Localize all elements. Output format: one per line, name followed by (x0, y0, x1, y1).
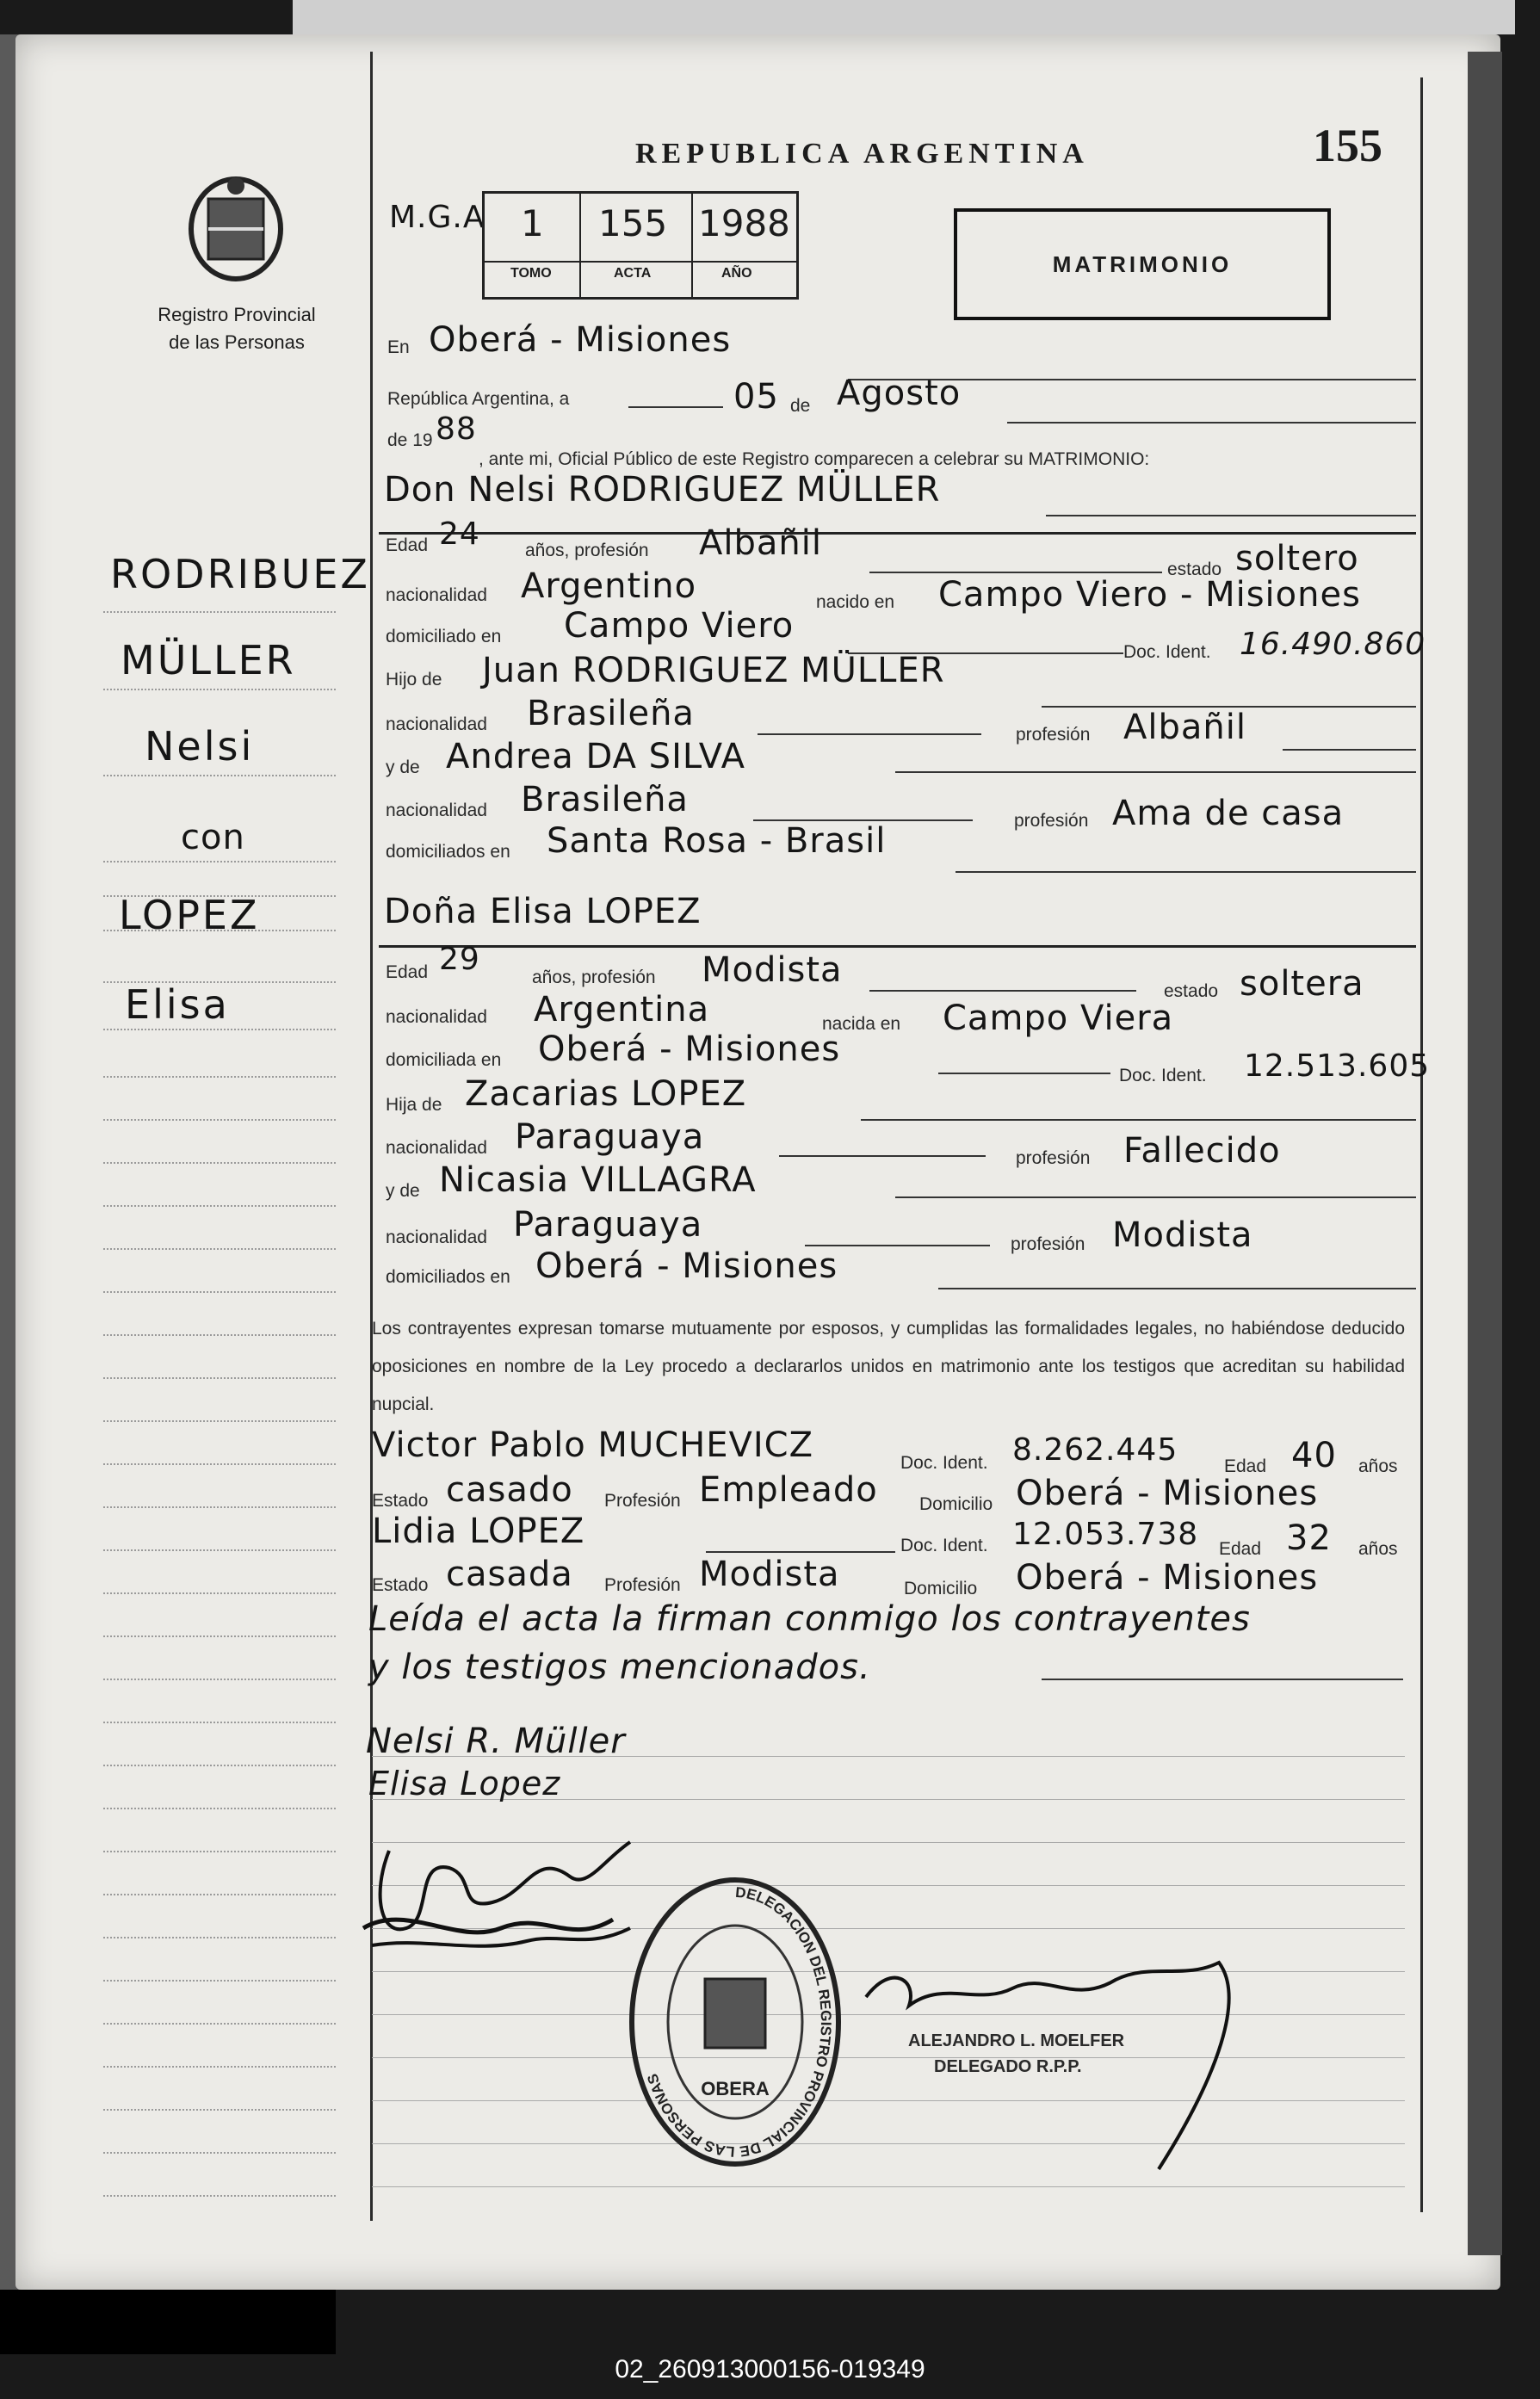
bride-name: Doña Elisa LOPEZ (384, 892, 702, 931)
registration-box (482, 191, 799, 300)
de-label: de (790, 396, 811, 416)
registry-name-line2: de las Personas (169, 331, 305, 353)
witness-1-edad-label: Edad (1224, 1456, 1267, 1476)
witness-1-profession: Empleado (699, 1470, 878, 1510)
tomo-value: 1 (521, 202, 544, 244)
groom-domicile: Campo Viero (564, 606, 795, 646)
groom-estado-label: estado (1167, 560, 1222, 579)
signature-groom: Nelsi R. Müller (366, 1722, 626, 1761)
witness-1-dom-label: Domicilio (919, 1494, 993, 1514)
bride-profesion-label: años, profesión (532, 968, 656, 987)
witness-2-anos-label: años (1358, 1539, 1398, 1559)
groom-parents-domicile: Santa Rosa - Brasil (547, 821, 887, 861)
groom-mother-nationality: Brasileña (521, 780, 689, 819)
republica-label: República Argentina, a (387, 389, 570, 409)
margin-surname-1: RODRIBUEZ (110, 551, 370, 597)
bride-father-profession: Fallecido (1123, 1131, 1281, 1171)
groom-mother-prof-label: profesión (1014, 811, 1089, 831)
bride-born-label: nacida en (822, 1014, 901, 1034)
stamp-center-text: OBERA (701, 2078, 770, 2099)
tomo-label: TOMO (510, 266, 552, 281)
bride-father-nat-label: nacionalidad (386, 1138, 487, 1158)
witness-1-age: 40 (1291, 1436, 1337, 1475)
groom-father-profession: Albañil (1123, 708, 1246, 747)
closing-line-2: y los testigos mencionados. (368, 1648, 871, 1687)
official-title: DELEGADO R.P.P. (934, 2057, 1082, 2076)
scan-border (0, 2290, 336, 2354)
groom-father-nationality: Brasileña (527, 694, 695, 733)
bride-nationality: Argentina (534, 990, 710, 1029)
groom-father: Juan RODRIGUEZ MÜLLER (482, 651, 945, 690)
bride-mother-prof-label: profesión (1011, 1234, 1085, 1254)
witness-2-status: casada (446, 1555, 573, 1594)
witness-2-dom-label: Domicilio (904, 1579, 978, 1598)
registry-code: M.G.A (389, 200, 486, 235)
groom-father-prof-label: profesión (1016, 725, 1091, 745)
witness-2-doc-label: Doc. Ident. (900, 1536, 988, 1555)
groom-doc: 16.490.860 (1240, 627, 1426, 662)
witness-2-name: Lidia LOPEZ (372, 1512, 585, 1551)
bride-father-nationality: Paraguaya (515, 1117, 705, 1157)
groom-profession: Albañil (699, 523, 822, 563)
acta-label: ACTA (614, 266, 652, 281)
bride-mother-profession: Modista (1112, 1215, 1253, 1255)
witness-2-doc: 12.053.738 (1012, 1517, 1199, 1552)
bride-mother-label: y de (386, 1181, 420, 1201)
appearance-statement: , ante mi, Oficial Público de este Registro comparecen a celebrar su MATRIMONIO: (479, 449, 1150, 469)
bride-birthplace: Campo Viera (943, 999, 1174, 1038)
witness-2-estado-label: Estado (372, 1575, 429, 1595)
signature-bride: Elisa Lopez (368, 1765, 561, 1802)
year-suffix: 88 (436, 411, 477, 447)
month-value: Agosto (837, 374, 962, 413)
en-label: En (387, 337, 410, 357)
witness-2-domicile: Oberá - Misiones (1016, 1558, 1319, 1598)
witness-2-prof-label: Profesión (604, 1575, 681, 1595)
witness-signatures (355, 1799, 647, 1963)
page-edge-shadow (1468, 52, 1502, 2255)
anio-label: AÑO (721, 266, 752, 281)
margin-bride-name: Elisa (125, 981, 230, 1028)
groom-nationality-label: nacionalidad (386, 585, 487, 605)
groom-mother: Andrea DA SILVA (446, 737, 745, 776)
bride-doc-label: Doc. Ident. (1119, 1066, 1207, 1085)
groom-birthplace: Campo Viero - Misiones (938, 575, 1361, 615)
registry-stamp (623, 1871, 847, 2173)
coat-of-arms-icon (182, 169, 289, 284)
groom-nationality: Argentino (521, 566, 697, 606)
witness-2-age: 32 (1286, 1518, 1332, 1558)
witness-1-doc: 8.262.445 (1012, 1432, 1178, 1468)
witness-1-domicile: Oberá - Misiones (1016, 1474, 1319, 1513)
groom-doc-label: Doc. Ident. (1123, 642, 1211, 662)
groom-name: Don Nelsi RODRIGUEZ MÜLLER (384, 470, 941, 510)
groom-civil-status: soltero (1235, 539, 1359, 578)
bride-parents-dom-label: domiciliados en (386, 1267, 510, 1287)
groom-father-nat-label: nacionalidad (386, 714, 487, 734)
witness-1-anos-label: años (1358, 1456, 1398, 1476)
groom-born-label: nacido en (816, 592, 895, 612)
bride-civil-status: soltera (1240, 964, 1364, 1004)
margin-bride-surname: LOPEZ (119, 892, 260, 938)
bride-father: Zacarias LOPEZ (465, 1074, 747, 1114)
bride-domicile-label: domiciliada en (386, 1050, 502, 1070)
day-value: 05 (733, 377, 779, 417)
margin-con: con (181, 818, 245, 857)
anio-value: 1988 (698, 202, 790, 244)
declaration-text: Los contrayentes expresan tomarse mutuamente por esposos, y cumplidas las formalidades legales, no habiéndose deducido oposiciones en nombre de la Ley procedo a declararlos unidos en matrimonio ante los testigos que acreditan su habilidad nupcial. (372, 1319, 1405, 1414)
acta-value: 155 (598, 202, 668, 244)
witness-2-edad-label: Edad (1219, 1539, 1262, 1559)
registry-name-line1: Registro Provincial (158, 304, 316, 325)
year-prefix: de 19 (387, 430, 433, 450)
bride-father-label: Hija de (386, 1095, 442, 1115)
book-top-edge (293, 0, 1515, 34)
groom-father-label: Hijo de (386, 670, 442, 689)
bride-edad-label: Edad (386, 962, 429, 982)
witness-1-prof-label: Profesión (604, 1491, 681, 1511)
bride-mother-nationality: Paraguaya (513, 1205, 703, 1245)
official-name: ALEJANDRO L. MOELFER (908, 2031, 1125, 2050)
witness-1-name: Victor Pablo MUCHEVICZ (372, 1425, 813, 1465)
bride-doc: 12.513.605 (1244, 1048, 1431, 1084)
groom-edad-label: Edad (386, 535, 429, 555)
bride-mother: Nicasia VILLAGRA (439, 1160, 757, 1200)
margin-surname-2: MÜLLER (121, 637, 296, 683)
groom-mother-label: y de (386, 757, 420, 777)
groom-mother-profession: Ama de casa (1112, 794, 1345, 833)
bride-estado-label: estado (1164, 981, 1219, 1001)
bride-father-prof-label: profesión (1016, 1148, 1091, 1168)
groom-profesion-label: años, profesión (525, 541, 649, 560)
bride-mother-nat-label: nacionalidad (386, 1227, 487, 1247)
witness-1-estado-label: Estado (372, 1491, 429, 1511)
bride-profession: Modista (702, 950, 843, 990)
stamp-ring-text: DELEGACION DEL REGISTRO PROVINCIAL DE LAS PERSONAS (644, 1883, 835, 2161)
groom-mother-nat-label: nacionalidad (386, 801, 487, 820)
groom-age: 24 (439, 516, 480, 552)
bride-domicile: Oberá - Misiones (538, 1029, 841, 1069)
bride-parents-domicile: Oberá - Misiones (535, 1246, 838, 1286)
margin-given-name: Nelsi (145, 723, 255, 770)
folio-number: 155 (1313, 120, 1382, 171)
scan-id-label: 02_260913000156-019349 (615, 2355, 925, 2384)
place-value: Oberá - Misiones (429, 320, 732, 360)
bride-age: 29 (439, 942, 480, 977)
country-heading: REPUBLICA ARGENTINA (635, 138, 1089, 170)
witness-1-status: casado (446, 1470, 573, 1510)
registry-name (129, 301, 344, 356)
closing-line-1: Leída el acta la firman conmigo los contrayentes (368, 1599, 1251, 1639)
witness-1-doc-label: Doc. Ident. (900, 1453, 988, 1473)
groom-parents-dom-label: domiciliados en (386, 842, 510, 862)
witness-2-profession: Modista (699, 1555, 840, 1594)
act-type-box: MATRIMONIO (954, 208, 1331, 320)
right-column-rule (1420, 77, 1423, 2212)
groom-domicile-label: domiciliado en (386, 627, 502, 646)
bride-nationality-label: nacionalidad (386, 1007, 487, 1027)
